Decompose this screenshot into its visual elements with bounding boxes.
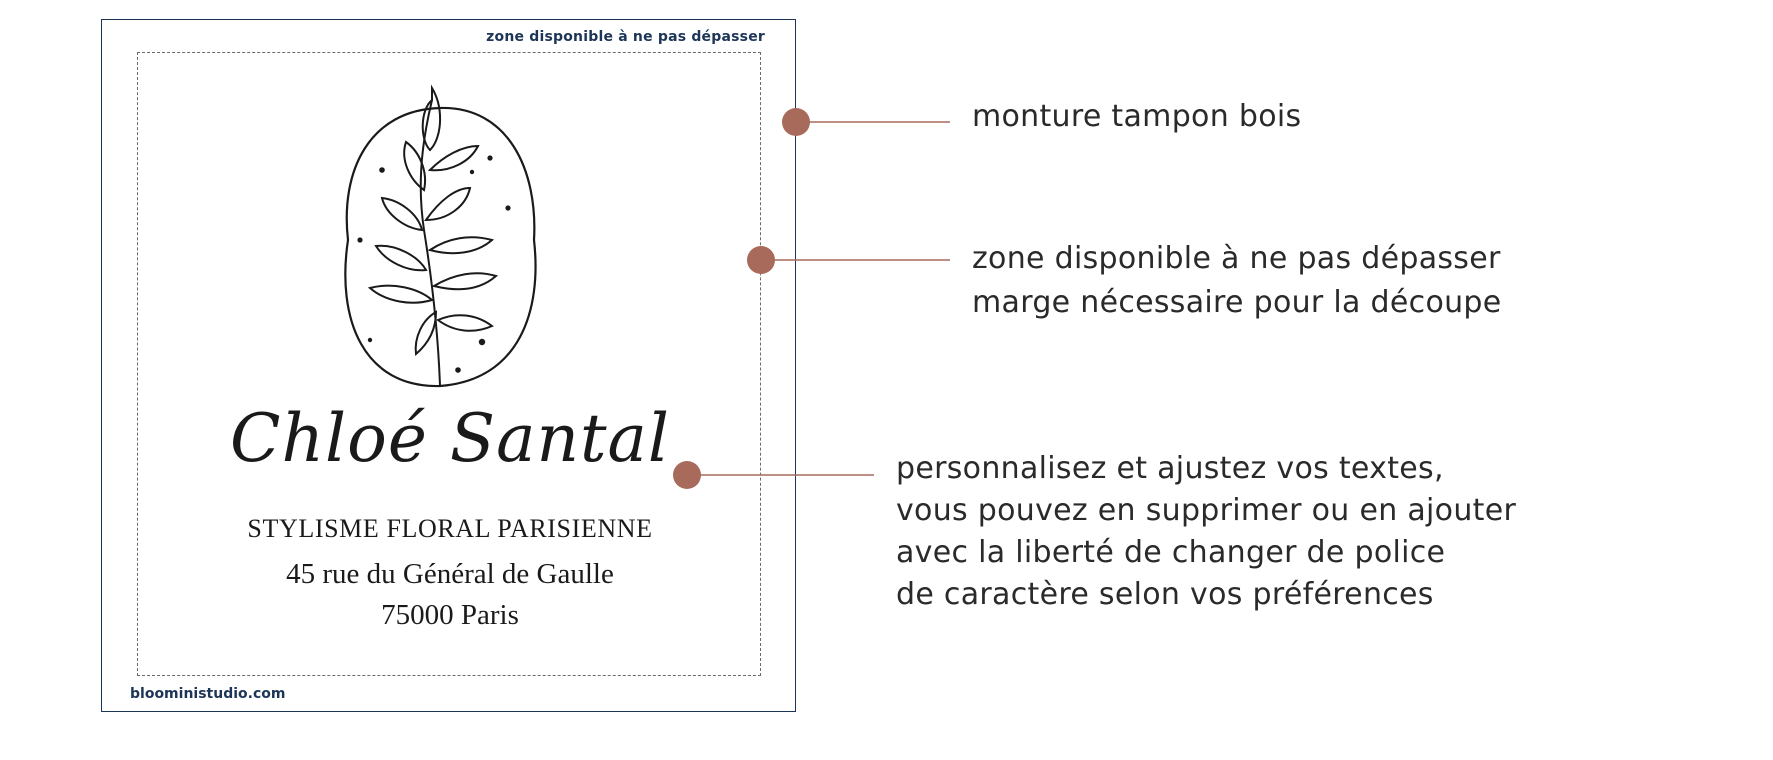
callout-3-line-3: avec la liberté de changer de police [896, 535, 1446, 570]
business-subtitle: STYLISME FLORAL PARISIENNE [247, 514, 653, 543]
address-line-2: 75000 Paris [381, 599, 519, 631]
callout-3-line-4: de caractère selon vos préférences [896, 577, 1434, 612]
zone-label: zone disponible à ne pas dépasser [486, 29, 765, 45]
callout-dot-2 [747, 246, 775, 274]
callout-wood-mount [972, 99, 1301, 134]
brand-url: blooministudio.com [130, 686, 286, 702]
callout-3-line-2: vous pouvez en supprimer ou en ajouter [896, 493, 1517, 528]
callout-safe-zone [972, 237, 1502, 325]
callout-dot-1 [782, 108, 810, 136]
address-line-1: 45 rue du Général de Gaulle [286, 558, 614, 590]
callout-dot-3 [673, 461, 701, 489]
callout-2-line-1: zone disponible à ne pas dépasser [972, 241, 1501, 276]
callout-3-line-1: personnalisez et ajustez vos textes, [896, 451, 1444, 486]
callout-customize-text [896, 448, 1516, 616]
callout-2-line-2: marge nécessaire pour la découpe [972, 285, 1502, 320]
signature-name: Chloé Santal [230, 400, 670, 477]
callout-1-line-1: monture tampon bois [972, 99, 1302, 134]
